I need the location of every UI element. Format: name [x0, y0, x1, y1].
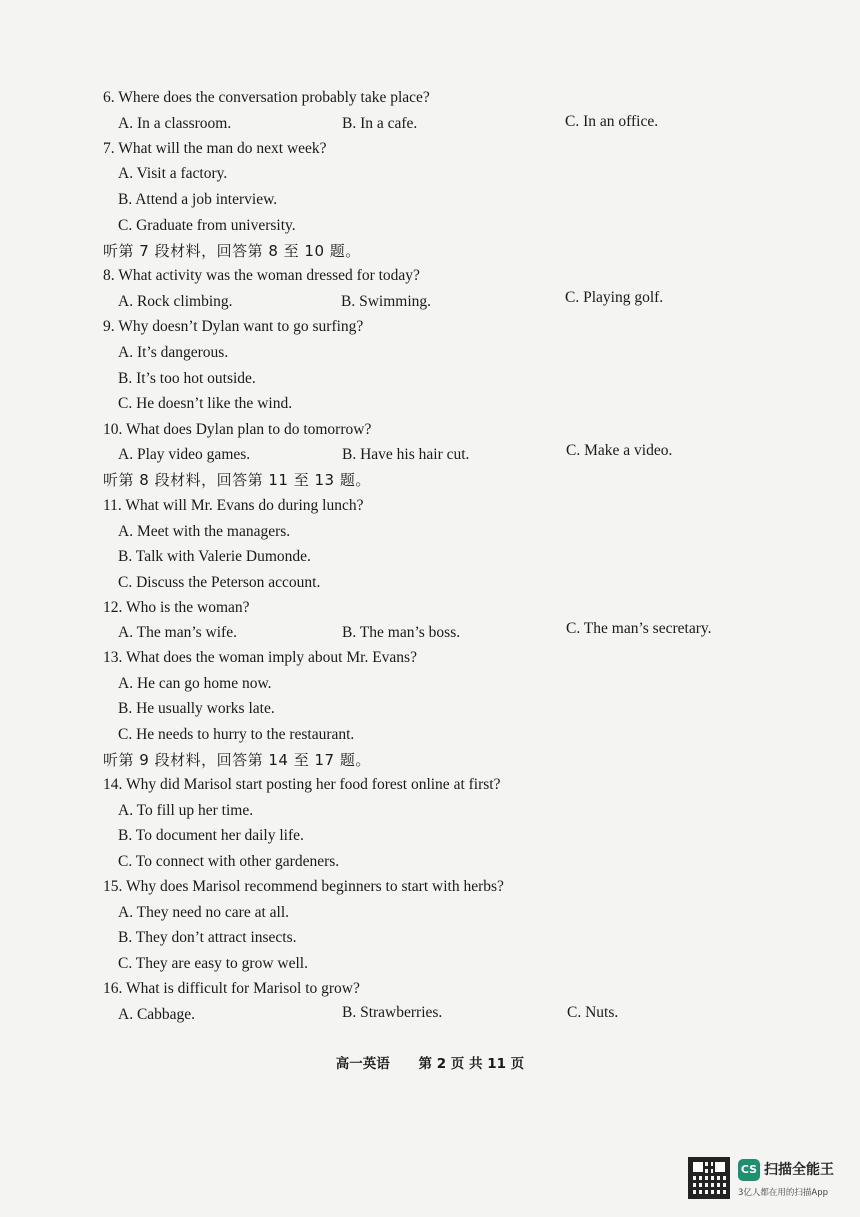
answer-option: B. He usually works late.	[118, 700, 275, 717]
answer-option: B. Strawberries.	[342, 1004, 443, 1021]
question-text: 9. Why doesn’t Dylan want to go surfing?	[103, 318, 364, 335]
question-text: 13. What does the woman imply about Mr. Evans?	[103, 649, 417, 666]
answer-option: C. Graduate from university.	[118, 217, 296, 234]
answer-option: A. He can go home now.	[118, 675, 272, 692]
answer-option: B. The man’s boss.	[342, 624, 461, 641]
scanner-app-name: 扫描全能王	[764, 1162, 834, 1178]
question-text: 15. Why does Marisol recommend beginners to start with herbs?	[103, 878, 504, 895]
answer-option: A. The man’s wife.	[118, 624, 237, 641]
answer-option: A. To fill up her time.	[118, 802, 254, 819]
question-text: 16. What is difficult for Marisol to grow?	[103, 980, 360, 997]
page-footer	[0, 1052, 860, 1072]
section-instruction: 听第 8 段材料，回答第 11 至 13 题。	[103, 471, 371, 489]
answer-option: C. He needs to hurry to the restaurant.	[118, 726, 355, 743]
answer-option: C. Playing golf.	[565, 289, 664, 306]
question-text: 8. What activity was the woman dressed for today?	[103, 267, 420, 284]
answer-option: C. In an office.	[565, 113, 659, 130]
scanner-watermark	[688, 1157, 838, 1205]
answer-option: A. They need no care at all.	[118, 904, 289, 921]
footer-subject: 高一英语	[335, 1056, 390, 1072]
answer-option: C. He doesn’t like the wind.	[118, 395, 293, 412]
question-text: 14. Why did Marisol start posting her food forest online at first?	[103, 776, 501, 793]
answer-option: A. Meet with the managers.	[118, 523, 291, 540]
answer-option: B. They don’t attract insects.	[118, 929, 297, 946]
answer-option: A. Cabbage.	[118, 1006, 196, 1023]
answer-option: C. To connect with other gardeners.	[118, 853, 340, 870]
answer-option: B. Swimming.	[341, 293, 432, 310]
answer-option: B. To document her daily life.	[118, 827, 304, 844]
answer-option: C. The man’s secretary.	[566, 620, 712, 637]
section-instruction: 听第 7 段材料，回答第 8 至 10 题。	[103, 242, 361, 260]
answer-option: B. Talk with Valerie Dumonde.	[118, 548, 311, 565]
answer-option: C. Discuss the Peterson account.	[118, 574, 321, 591]
answer-option: A. It’s dangerous.	[118, 344, 229, 361]
question-text: 11. What will Mr. Evans do during lunch?	[103, 497, 364, 514]
question-text: 10. What does Dylan plan to do tomorrow?	[103, 421, 372, 438]
answer-option: C. Make a video.	[566, 442, 673, 459]
scanner-tagline: 3亿人都在用的扫描App	[738, 1188, 829, 1198]
section-instruction: 听第 9 段材料，回答第 14 至 17 题。	[103, 751, 371, 769]
footer-page-number: 第 2 页 共 11 页	[418, 1056, 525, 1072]
question-text: 7. What will the man do next week?	[103, 140, 327, 157]
qr-code-icon	[688, 1157, 730, 1199]
camscanner-logo-icon: CS	[738, 1159, 760, 1181]
question-text: 12. Who is the woman?	[103, 599, 250, 616]
answer-option: A. Play video games.	[118, 446, 251, 463]
answer-option: B. It’s too hot outside.	[118, 370, 256, 387]
answer-option: B. Have his hair cut.	[342, 446, 470, 463]
answer-option: A. In a classroom.	[118, 115, 232, 132]
answer-option: B. Attend a job interview.	[118, 191, 278, 208]
answer-option: A. Visit a factory.	[118, 165, 228, 182]
question-text: 6. Where does the conversation probably take place?	[103, 89, 430, 106]
answer-option: C. Nuts.	[567, 1004, 619, 1021]
answer-option: C. They are easy to grow well.	[118, 955, 308, 972]
answer-option: B. In a cafe.	[342, 115, 418, 132]
answer-option: A. Rock climbing.	[118, 293, 233, 310]
